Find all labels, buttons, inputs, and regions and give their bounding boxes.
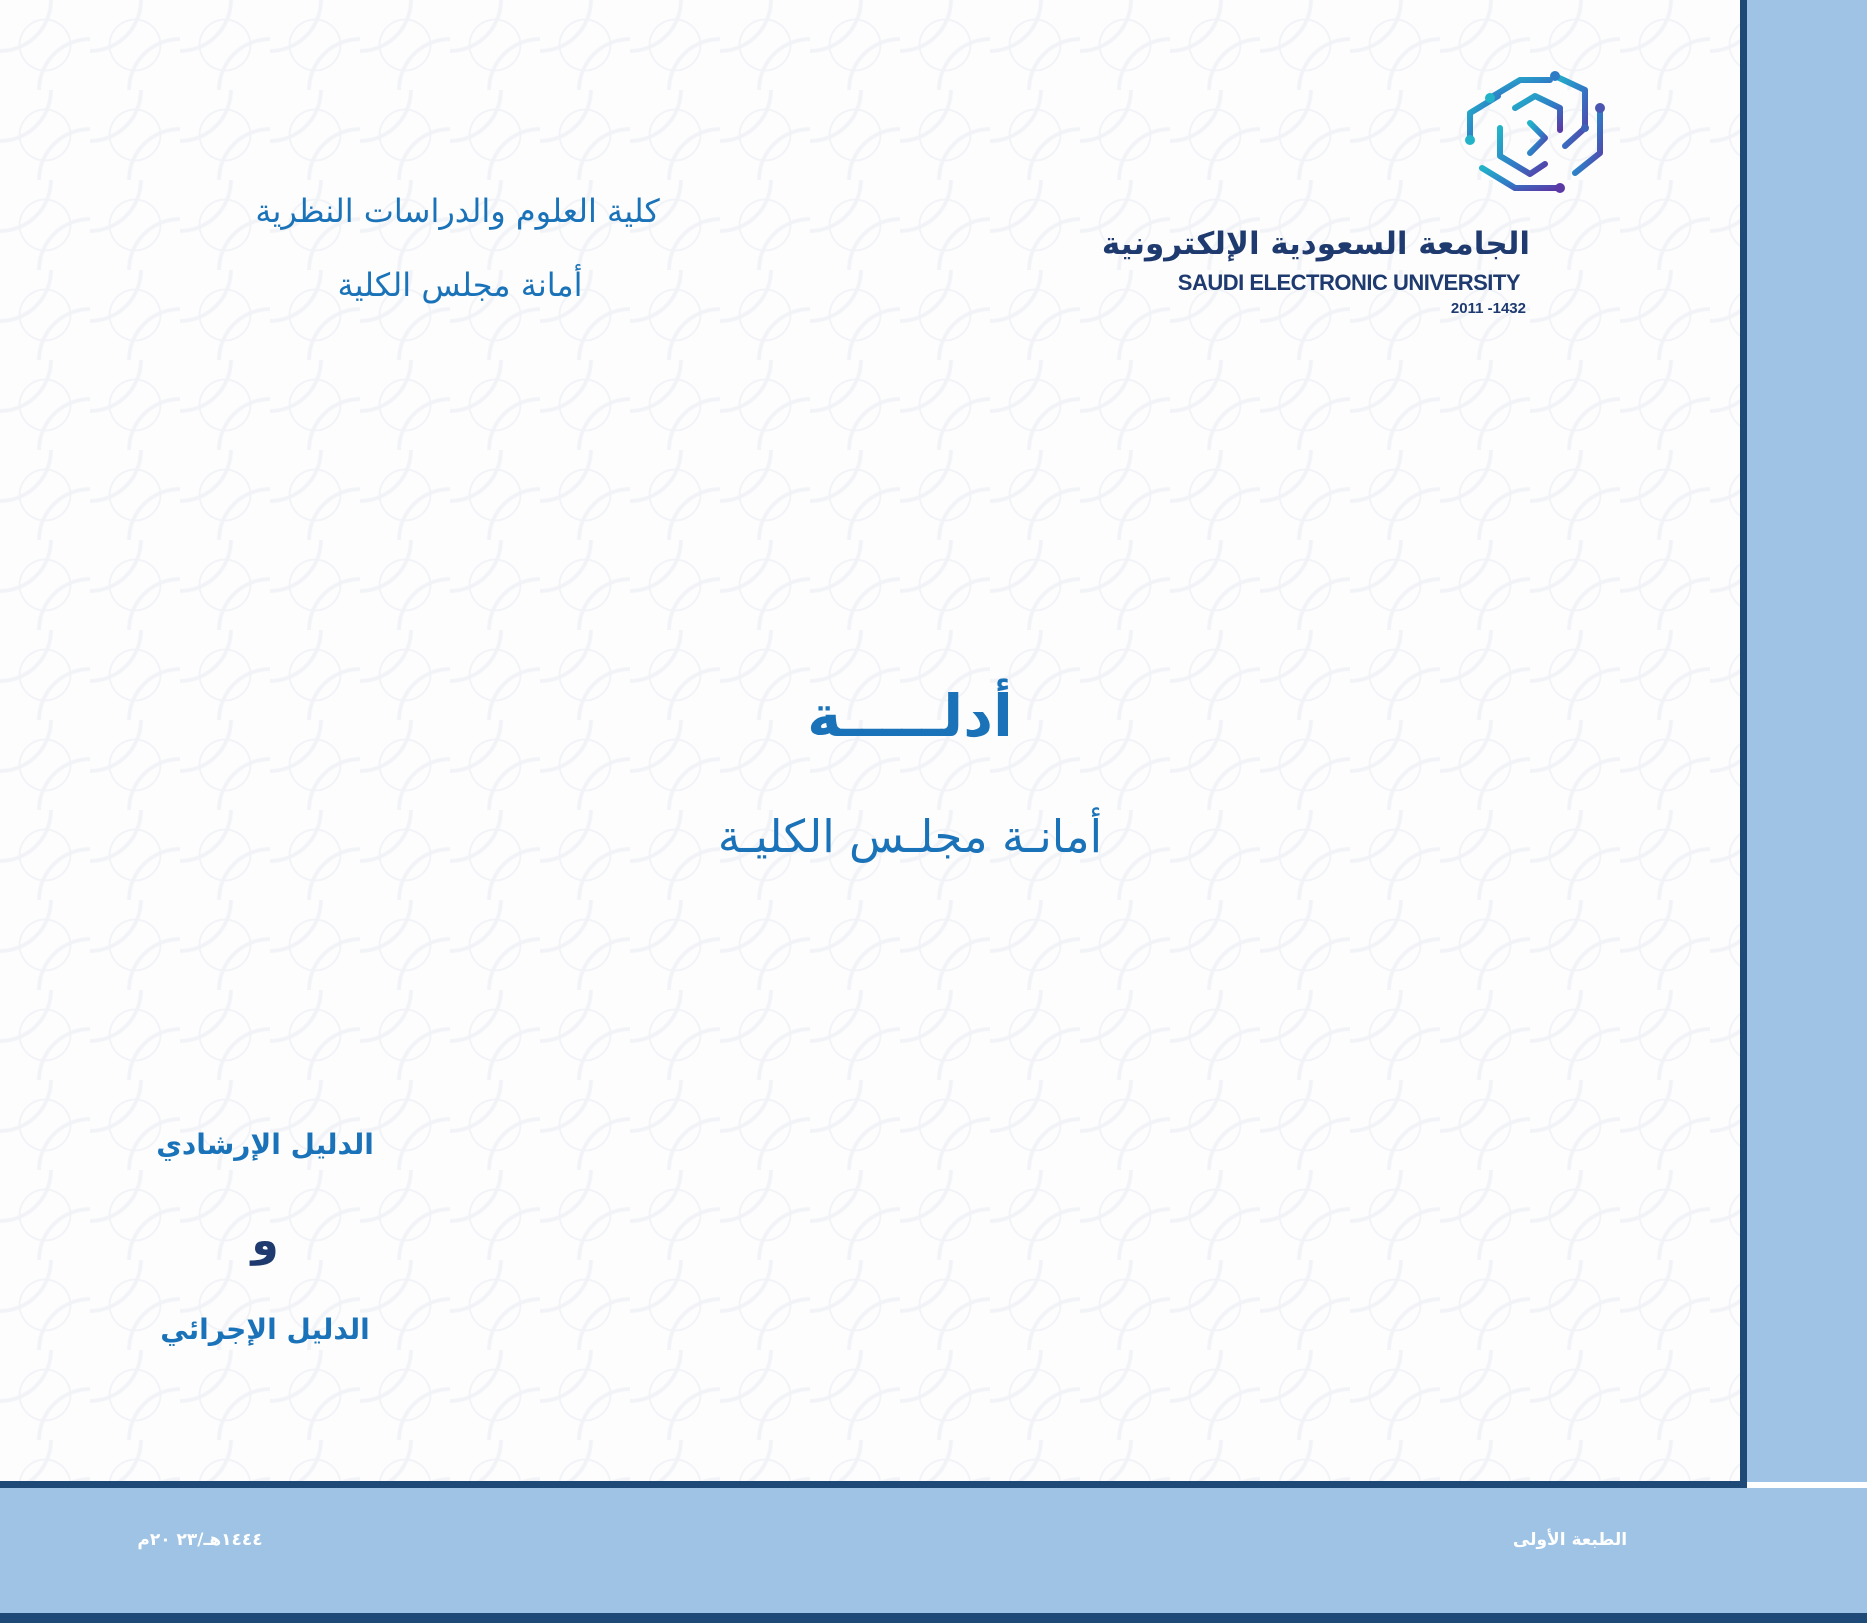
right-border-band: [1746, 0, 1867, 1482]
procedural-manual-label: الدليل الإجرائي: [160, 1313, 370, 1346]
conjunction-label: و: [251, 1215, 279, 1266]
bottom-border-line: [0, 1481, 1747, 1488]
footer-band: [0, 1488, 1867, 1614]
guidance-manual-label: الدليل الإرشادي: [156, 1128, 374, 1161]
university-logo-icon: [1460, 68, 1620, 218]
right-border-line: [1740, 0, 1747, 1488]
footer-bottom-line: [0, 1613, 1867, 1623]
edition-label: الطبعة الأولى: [1512, 1530, 1628, 1550]
page-subtitle: أمانـة مجلـس الكليـة: [717, 810, 1103, 863]
logo-arabic-name: الجامعة السعودية الإلكترونية: [1101, 226, 1530, 262]
logo-years: 2011 -1432: [1450, 300, 1526, 317]
college-name: كلية العلوم والدراسات النظرية: [255, 192, 660, 230]
edition-date: ١٤٤٤هـ/٢٣ ٢٠م: [137, 1530, 263, 1550]
council-name: أمانة مجلس الكلية: [337, 266, 583, 304]
logo-english-name: SAUDI ELECTRONIC UNIVERSITY: [1177, 270, 1520, 295]
page-title: أدلـــــة: [807, 682, 1013, 750]
